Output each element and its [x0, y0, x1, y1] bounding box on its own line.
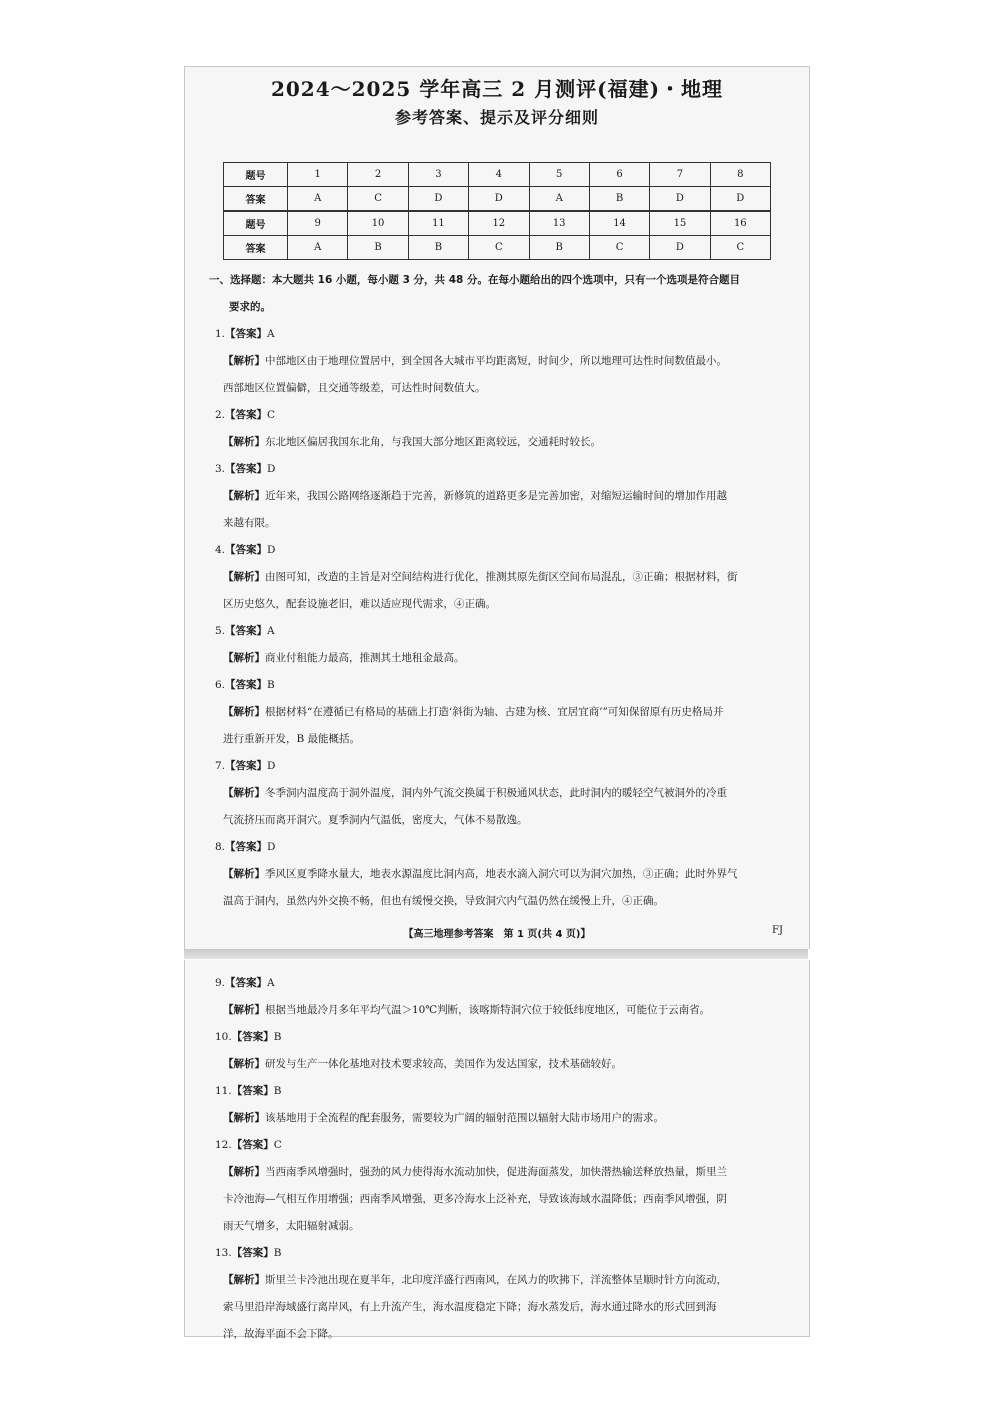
analysis-line: [223, 1159, 787, 1186]
answer-sheet-page-1: [184, 66, 810, 949]
answer-table-row-label: 题号: [224, 163, 288, 187]
answer-table-cell: D: [469, 187, 529, 212]
answer-table-cell: C: [710, 236, 770, 260]
question-answer-line: [215, 970, 787, 997]
answer-tag: 【答案】: [225, 544, 268, 556]
question-answer-line: [215, 537, 787, 564]
answer-letter: D: [267, 841, 276, 853]
answer-table-cell: C: [589, 236, 649, 260]
section-heading-line-2: 要求的。: [229, 301, 271, 313]
answer-tag: 【答案】: [225, 841, 268, 853]
analysis-line: [223, 645, 787, 672]
answer-table-cell: D: [408, 187, 468, 212]
document-title: 2024～2025 学年高三 2 月测评(福建)・地理: [270, 77, 724, 101]
analysis-line: [223, 591, 787, 618]
analysis-line: [223, 888, 787, 915]
analysis-text: 中部地区由于地理位置居中，到全国各大城市平均距离短，时间少，所以地理可达性时间数值最小。: [265, 355, 727, 367]
analysis-text: 雨天气增多，太阳辐射减弱。: [223, 1220, 360, 1232]
answer-letter: B: [273, 1085, 282, 1097]
answer-table-row-label: 答案: [224, 187, 288, 212]
analysis-text: 气流挤压而离开洞穴。夏季洞内气温低，密度大，气体不易散逸。: [223, 814, 528, 826]
answer-table-cell: 3: [408, 163, 468, 187]
question-number: 3.: [215, 463, 226, 475]
answer-table-cell: 13: [529, 211, 589, 236]
answer-table-cell: D: [650, 187, 710, 212]
question-number: 12.: [215, 1139, 232, 1151]
answer-table-cell: 12: [469, 211, 529, 236]
analysis-tag: 【解析】: [223, 1004, 265, 1016]
answer-letter: B: [273, 1247, 282, 1259]
answer-tag: 【答案】: [231, 1247, 274, 1259]
answer-letter: D: [267, 463, 276, 475]
answer-table-row-label: 答案: [224, 236, 288, 260]
analysis-line: [223, 807, 787, 834]
answer-letter: B: [273, 1031, 282, 1043]
answer-tag: 【答案】: [225, 409, 268, 421]
answer-tag: 【答案】: [225, 463, 268, 475]
analysis-tag: 【解析】: [223, 706, 265, 718]
answer-table-row-label: 题号: [224, 211, 288, 236]
question-answer-line: [215, 618, 787, 645]
analysis-text: 研发与生产一体化基地对技术要求较高，美国作为发达国家，技术基础较好。: [265, 1058, 622, 1070]
question-answer-line: [215, 834, 787, 861]
page-separator: [184, 949, 808, 959]
question-answer-line: [215, 1240, 787, 1267]
analysis-line: [223, 780, 787, 807]
analysis-tag: 【解析】: [223, 1274, 265, 1286]
answer-table-cell: 2: [348, 163, 408, 187]
question-number: 11.: [215, 1085, 232, 1097]
answer-table-cell: 15: [650, 211, 710, 236]
answer-table-cell: 7: [650, 163, 710, 187]
question-number: 4.: [215, 544, 226, 556]
analysis-line: [223, 699, 787, 726]
analysis-text: 季风区夏季降水量大，地表水源温度比洞内高，地表水滴入洞穴可以为洞穴加热，③正确；此时外界气: [265, 868, 738, 880]
answer-table-cell: B: [408, 236, 468, 260]
answer-table-cell: B: [348, 236, 408, 260]
region-code: FJ: [772, 925, 783, 936]
analysis-line: [223, 861, 787, 888]
answer-table-cell: B: [529, 236, 589, 260]
answer-table-cell: 8: [710, 163, 770, 187]
analysis-line: [223, 564, 787, 591]
answer-table-row: [224, 187, 771, 212]
question-answer-line: [215, 402, 787, 429]
analysis-text: 斯里兰卡冷池出现在夏半年，北印度洋盛行西南风，在风力的吹拂下，洋流整体呈顺时针方向流动，: [265, 1274, 727, 1286]
analysis-text: 区历史悠久，配套设施老旧，难以适应现代需求，④正确。: [223, 598, 496, 610]
question-number: 9.: [215, 977, 226, 989]
analysis-line: [223, 726, 787, 753]
analysis-text: 洋，故海平面不会下降。: [223, 1328, 339, 1340]
analysis-line: [223, 429, 787, 456]
question-answer-line: [215, 1078, 787, 1105]
page-footer: 【高三地理参考答案 第 1 页(共 4 页)】: [403, 929, 591, 940]
answer-letter: D: [267, 544, 276, 556]
analysis-line: [223, 1105, 787, 1132]
analysis-line: [223, 1213, 787, 1240]
answer-table-cell: D: [710, 187, 770, 212]
analysis-tag: 【解析】: [223, 652, 265, 664]
answer-table-cell: 4: [469, 163, 529, 187]
section-heading: [209, 267, 789, 321]
analysis-text: 来越有限。: [223, 517, 276, 529]
answer-table-row: [224, 236, 771, 260]
analysis-line: [223, 348, 787, 375]
answer-tag: 【答案】: [231, 1085, 274, 1097]
analysis-text: 由图可知，改造的主旨是对空间结构进行优化，推测其原先街区空间布局混乱，③正确；根据材料，街: [265, 571, 738, 583]
analysis-tag: 【解析】: [223, 571, 265, 583]
answer-table-cell: 14: [589, 211, 649, 236]
answer-tag: 【答案】: [225, 977, 268, 989]
analysis-tag: 【解析】: [223, 436, 265, 448]
analysis-line: [223, 510, 787, 537]
answer-letter: A: [267, 977, 275, 989]
question-answer-line: [215, 672, 787, 699]
analysis-text: 近年来，我国公路网络逐渐趋于完善，新修筑的道路更多是完善加密，对缩短运输时间的增加作用越: [265, 490, 727, 502]
answer-letter: D: [267, 760, 276, 772]
answer-table-row: [224, 211, 771, 236]
question-number: 5.: [215, 625, 226, 637]
answer-table-cell: 11: [408, 211, 468, 236]
analysis-tag: 【解析】: [223, 1166, 265, 1178]
section-heading-line-1: 一、选择题：本大题共 16 小题，每小题 3 分，共 48 分。在每小题给出的四个选项中，只有一个选项是符合题目: [209, 274, 740, 286]
answer-tag: 【答案】: [225, 760, 268, 772]
answer-table-cell: 1: [288, 163, 348, 187]
analysis-text: 西部地区位置偏僻，且交通等级差，可达性时间数值大。: [223, 382, 486, 394]
analysis-text: 进行重新开发，B 最能概括。: [223, 733, 361, 745]
question-number: 10.: [215, 1031, 232, 1043]
answer-table-cell: 10: [348, 211, 408, 236]
answer-letter: A: [267, 328, 275, 340]
analysis-tag: 【解析】: [223, 355, 265, 367]
analysis-text: 索马里沿岸海域盛行离岸风，有上升流产生，海水温度稳定下降；海水蒸发后，海水通过降水的形式回到海: [223, 1301, 717, 1313]
analysis-line: [223, 1186, 787, 1213]
answer-letter: C: [267, 409, 276, 421]
analysis-text: 商业付租能力最高，推测其土地租金最高。: [265, 652, 465, 664]
analysis-line: [223, 483, 787, 510]
answer-table-cell: A: [288, 236, 348, 260]
question-answer-line: [215, 321, 787, 348]
document-subtitle: 参考答案、提示及评分细则: [394, 108, 599, 127]
analysis-line: [223, 1294, 787, 1321]
question-number: 7.: [215, 760, 226, 772]
analysis-text: 东北地区偏居我国东北角，与我国大部分地区距离较远，交通耗时较长。: [265, 436, 601, 448]
answer-table-row: [224, 163, 771, 187]
question-number: 6.: [215, 679, 226, 691]
answer-table-cell: A: [529, 187, 589, 212]
analysis-text: 冬季洞内温度高于洞外温度，洞内外气流交换属于积极通风状态，此时洞内的暖轻空气被洞外的冷重: [265, 787, 727, 799]
question-answer-line: [215, 1024, 787, 1051]
analysis-tag: 【解析】: [223, 1058, 265, 1070]
answer-table-cell: 16: [710, 211, 770, 236]
answer-key-table: [223, 162, 771, 260]
question-number: 1.: [215, 328, 226, 340]
answer-tag: 【答案】: [225, 328, 268, 340]
analysis-text: 卡冷池海—气相互作用增强；西南季风增强，更多冷海水上泛补充，导致该海域水温降低；西南季风增强，阴: [223, 1193, 727, 1205]
analysis-line: [223, 997, 787, 1024]
answer-tag: 【答案】: [231, 1031, 274, 1043]
answer-table-cell: 5: [529, 163, 589, 187]
question-number: 13.: [215, 1247, 232, 1259]
analysis-line: [223, 375, 787, 402]
answer-letter: A: [267, 625, 275, 637]
answer-table-cell: C: [469, 236, 529, 260]
answer-tag: 【答案】: [225, 625, 268, 637]
answer-table-cell: 9: [288, 211, 348, 236]
analysis-tag: 【解析】: [223, 1112, 265, 1124]
analysis-line: [223, 1051, 787, 1078]
answer-tag: 【答案】: [225, 679, 268, 691]
answer-table-cell: C: [348, 187, 408, 212]
analysis-text: 根据当地最冷月多年平均气温＞10℃判断，该喀斯特洞穴位于较低纬度地区，可能位于云南省。: [265, 1004, 711, 1016]
question-number: 2.: [215, 409, 226, 421]
question-answer-line: [215, 456, 787, 483]
analysis-text: 该基地用于全流程的配套服务，需要较为广阔的辐射范围以辐射大陆市场用户的需求。: [265, 1112, 664, 1124]
answer-table-cell: B: [589, 187, 649, 212]
analysis-tag: 【解析】: [223, 868, 265, 880]
analysis-line: [223, 1267, 787, 1294]
answer-letter: B: [267, 679, 275, 691]
analysis-line: [223, 1321, 787, 1348]
analysis-text: 温高于洞内，虽然内外交换不畅，但也有缓慢交换，导致洞穴内气温仍然在缓慢上升，④正确。: [223, 895, 664, 907]
analysis-text: 当西南季风增强时，强劲的风力使得海水流动加快，促进海面蒸发，加快潜热输送释放热量，斯里兰: [265, 1166, 727, 1178]
question-number: 8.: [215, 841, 226, 853]
answer-table-cell: A: [288, 187, 348, 212]
answer-table-cell: 6: [589, 163, 649, 187]
analysis-text: 根据材料“在遵循已有格局的基础上打造‘斜街为轴、古建为核、宜居宜商’”可知保留原有历史格局并: [265, 706, 724, 718]
question-answer-line: [215, 1132, 787, 1159]
question-answer-line: [215, 753, 787, 780]
answer-sheet-page-2: [184, 960, 810, 1340]
answer-letter: C: [273, 1139, 282, 1151]
analysis-tag: 【解析】: [223, 787, 265, 799]
analysis-tag: 【解析】: [223, 490, 265, 502]
answer-tag: 【答案】: [231, 1139, 274, 1151]
answer-table-cell: D: [650, 236, 710, 260]
